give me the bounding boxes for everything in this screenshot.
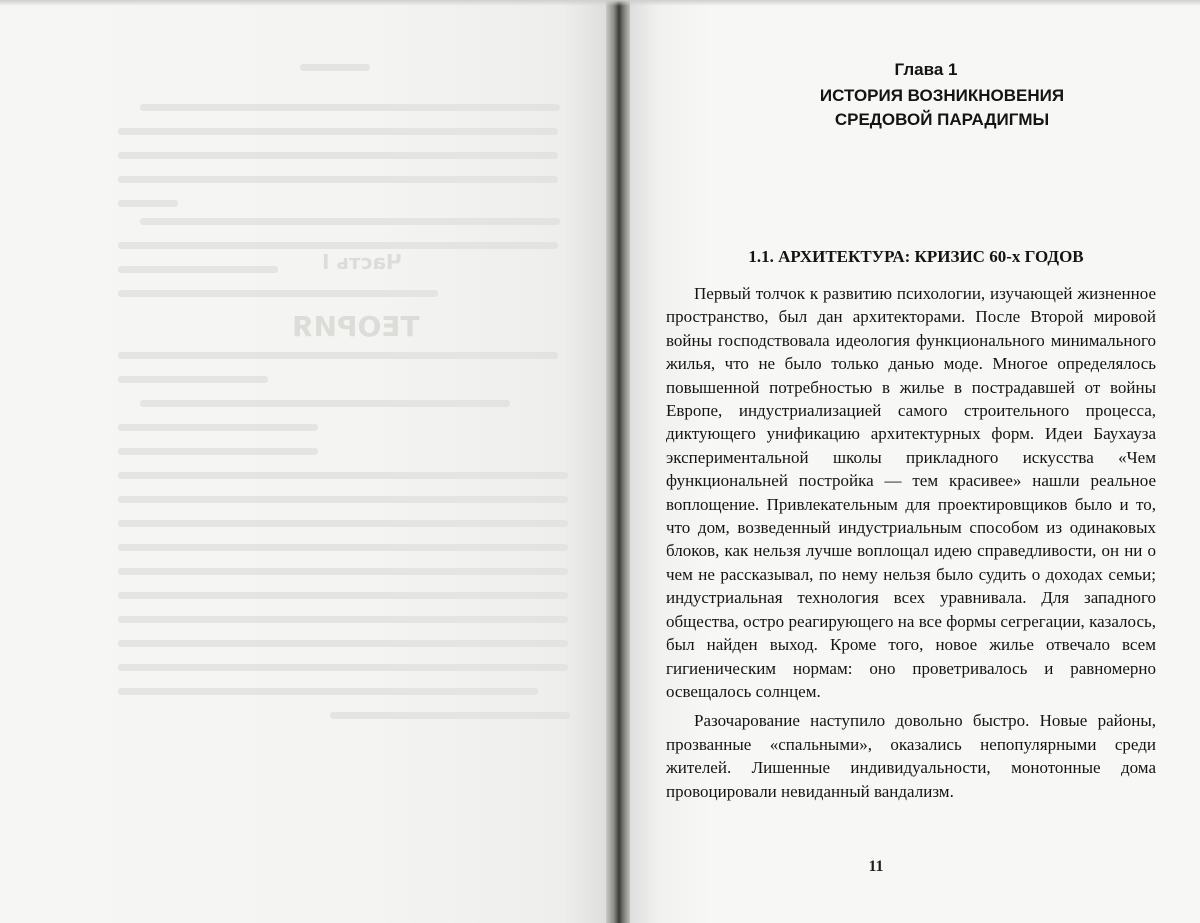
- body-paragraph: Разочарование наступило довольно быстро. Новые районы, прозванные «спальными», оказались непопулярными среди жителей. Лишенные индивидуальности, монотонные дома провоцировали невиданный вандализм.: [666, 709, 1156, 803]
- bleed-through-heading: ТЕОРИЯ: [292, 310, 420, 343]
- left-page: [0, 0, 612, 923]
- body-paragraph: Первый толчок к развитию психологии, изучающей жизненное пространство, был дан архитекторами. После Второй мировой войны господствовала идеология функционального минимального жилья, что не было только данью моде. Многое определялось повышенной потребностью в жилье в пострадавшей от войны Европе, индустриализацией самого строительного процесса, диктующего унификацию архитектурных форм. Идеи Баухауза экспериментальной школы прикладного искусства «Чем функциональней постройка — тем красивее» нашли реальное воплощение. Привлекательным для проектировщиков было и то, что дом, возведенный индустриальным способом из одинаковых блоков, как нельзя лучше воплощал идею справедливости, он ни о чем не рассказывал, по нему нельзя было судить о доходах семьи; индустриальная технология всех уравнивала. Для западного общества, остро реагирующего на все формы сегрегации, казалось, был найден выход. Кроме того, новое жилье отвечало всем гигиеническим нормам: оно проветривалось и равномерно освещалось солнцем.: [666, 282, 1156, 703]
- chapter-title: ИСТОРИЯ ВОЗНИКНОВЕНИЯ СРЕДОВОЙ ПАРАДИГМЫ: [792, 84, 1092, 132]
- bleed-through-line: [118, 128, 558, 135]
- bleed-through-line: [118, 266, 278, 273]
- page-text-block: [666, 58, 1156, 803]
- right-page: [630, 0, 1200, 923]
- section-title: 1.1. АРХИТЕКТУРА: КРИЗИС 60-х ГОДОВ: [666, 246, 1156, 268]
- bleed-through-line: [118, 152, 558, 159]
- bleed-through-line: [140, 400, 510, 407]
- bleed-through-line: [118, 496, 568, 503]
- bleed-through-line: [118, 352, 558, 359]
- bleed-through-line: [118, 424, 318, 431]
- bleed-through-line: [118, 664, 568, 671]
- bleed-through-line: [118, 200, 178, 207]
- bleed-through-line: [118, 242, 558, 249]
- bleed-through-line: [118, 290, 438, 297]
- bleed-through-line: [118, 472, 568, 479]
- bleed-through-line: [118, 568, 568, 575]
- book-spine: [606, 0, 632, 923]
- bleed-through-line: [118, 520, 568, 527]
- bleed-through-heading: Часть I: [322, 250, 402, 274]
- top-edge-shadow: [0, 0, 1200, 6]
- bleed-through-line: [118, 616, 568, 623]
- bleed-through-line: [118, 592, 568, 599]
- bleed-through-line: [118, 176, 558, 183]
- bleed-through-line: [118, 376, 268, 383]
- bleed-through-line: [118, 688, 538, 695]
- bleed-through-line: [140, 104, 560, 111]
- bleed-through-line: [118, 640, 568, 647]
- bleed-through-line: [330, 712, 570, 719]
- bleed-through-line: [300, 64, 370, 71]
- bleed-through-line: [118, 544, 568, 551]
- bleed-through-line: [118, 448, 318, 455]
- chapter-label: Глава 1: [696, 58, 1156, 82]
- page-number: 11: [856, 858, 896, 876]
- bleed-through-line: [140, 218, 560, 225]
- book-spread: [0, 0, 1200, 923]
